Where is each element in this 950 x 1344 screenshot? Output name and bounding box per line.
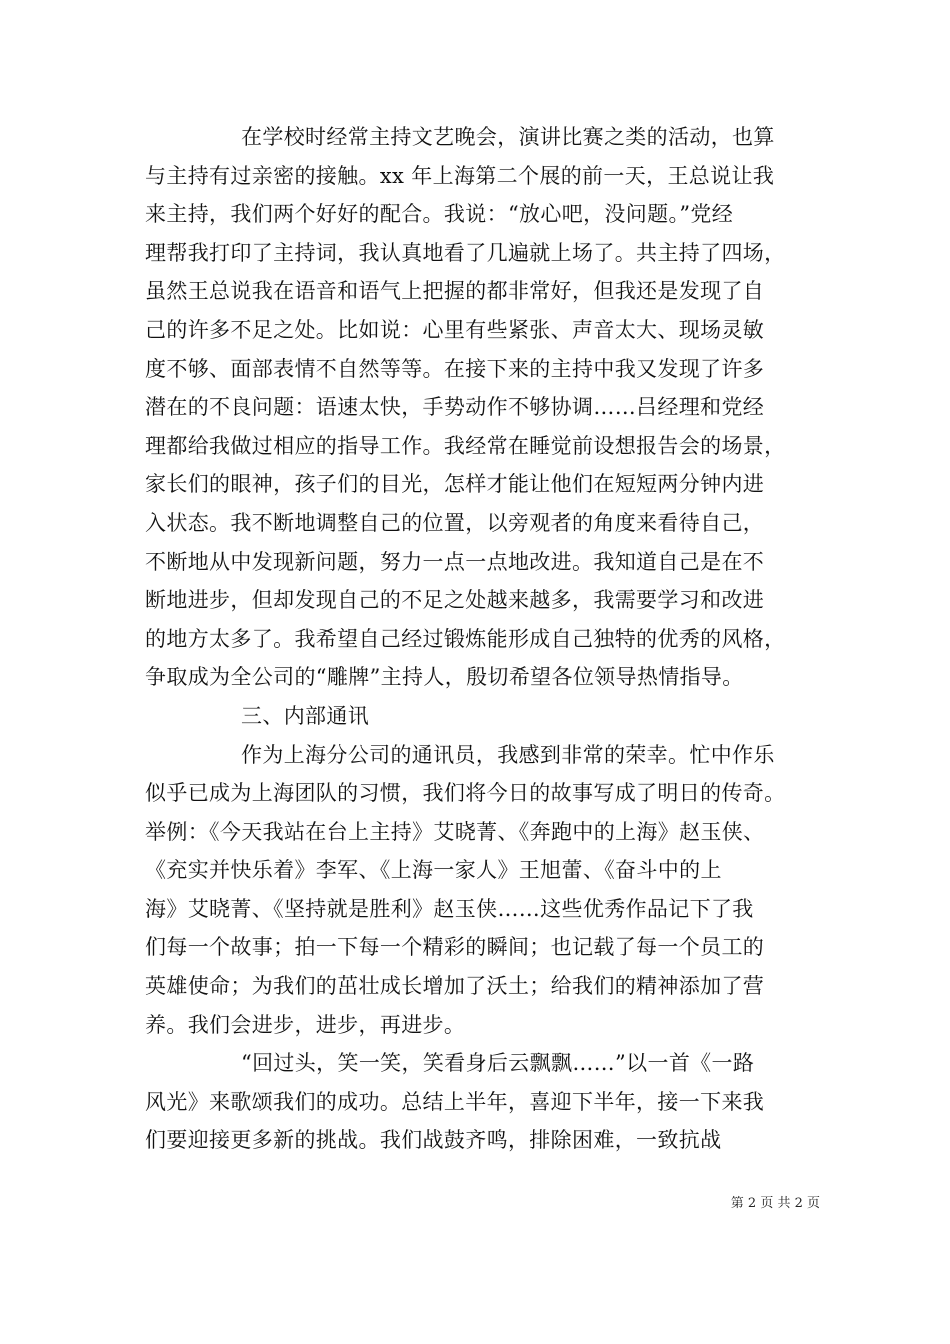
paragraph-line: 虽然王总说我在语音和语气上把握的都非常好，但我还是发现了自 <box>145 279 765 304</box>
paragraph-line: 养。我们会进步，进步，再进步。 <box>145 1012 466 1037</box>
section-heading: 三、内部通讯 <box>241 703 370 728</box>
paragraph-line: 英雄使命；为我们的茁壮成长增加了沃土；给我们的精神添加了营 <box>145 974 765 999</box>
paragraph-line: 在学校时经常主持文艺晚会，演讲比赛之类的活动，也算 <box>241 125 775 149</box>
paragraph-line: 争取成为全公司的“雕牌”主持人，殷切希望各位领导热情指导。 <box>145 665 744 690</box>
paragraph-line: 度不够、面部表情不自然等等。在接下来的主持中我又发现了许多 <box>145 356 765 381</box>
paragraph-line: 与主持有过亲密的接触。xx 年上海第二个展的前一天，王总说让我 <box>145 163 775 188</box>
paragraph-line: 己的许多不足之处。比如说：心里有些紧张、声音太大、现场灵敏 <box>145 317 765 342</box>
paragraph-line: 《充实并快乐着》李军、《上海一家人》王旭蕾、《奋斗中的上 <box>145 858 722 883</box>
paragraph-line: “回过头，笑一笑，笑看身后云飘飘……”以一首《一路 <box>241 1051 755 1076</box>
paragraph-line: 理都给我做过相应的指导工作。我经常在睡觉前设想报告会的场景， <box>145 433 786 458</box>
paragraph-line: 们要迎接更多新的挑战。我们战鼓齐鸣，排除困难，一致抗战 <box>145 1128 722 1153</box>
paragraph-line: 理帮我打印了主持词，我认真地看了几遍就上场了。共主持了四场， <box>145 240 786 265</box>
paragraph-line: 举例：《今天我站在台上主持》艾晓菁、《奔跑中的上海》赵玉侠、 <box>145 819 765 844</box>
body-text <box>145 118 820 1160</box>
paragraph-line: 不断地从中发现新问题，努力一点一点地改进。我知道自己是在不 <box>145 549 765 574</box>
paragraph-line: 们每一个故事；拍一下每一个精彩的瞬间；也记载了每一个员工的 <box>145 935 765 960</box>
paragraph-line: 断地进步，但却发现自己的不足之处越来越多，我需要学习和改进 <box>145 588 765 613</box>
page-number: 第 2 页 共 2 页 <box>730 1196 820 1211</box>
paragraph-line: 家长们的眼神，孩子们的目光，怎样才能让他们在短短两分钟内进 <box>145 472 765 497</box>
paragraph-line: 作为上海分公司的通讯员，我感到非常的荣幸。忙中作乐 <box>241 742 775 767</box>
paragraph-line: 似乎已成为上海团队的习惯，我们将今日的故事写成了明日的传奇。 <box>145 781 786 806</box>
paragraph-line: 入状态。我不断地调整自己的位置，以旁观者的角度来看待自己， <box>145 510 765 535</box>
paragraph-line: 的地方太多了。我希望自己经过锻炼能形成自己独特的优秀的风格， <box>145 626 786 651</box>
paragraph-line: 潜在的不良问题：语速太快，手势动作不够协调……吕经理和党经 <box>145 395 765 420</box>
paragraph-line: 海》艾晓菁、《坚持就是胜利》赵玉侠……这些优秀作品记下了我 <box>145 896 754 921</box>
paragraph-line: 风光》来歌颂我们的成功。总结上半年，喜迎下半年，接一下来我 <box>145 1089 765 1114</box>
paragraph-line: 来主持，我们两个好好的配合。我说：“放心吧，没问题。”党经 <box>145 202 734 227</box>
